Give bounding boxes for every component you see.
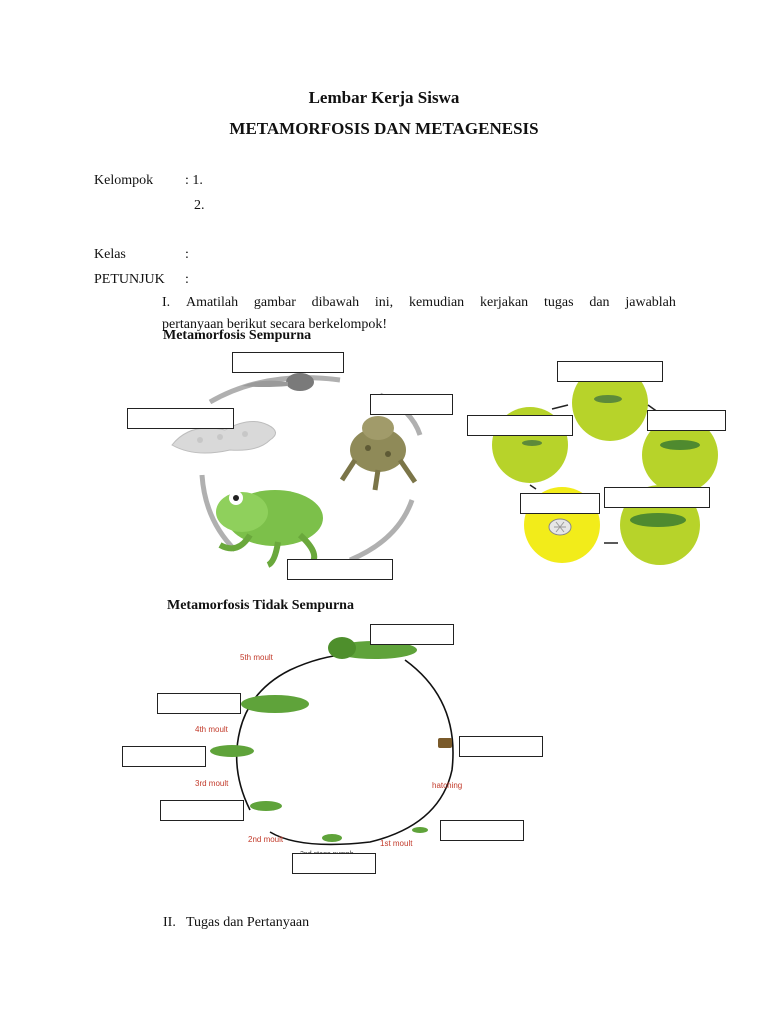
- instruction-number: I.: [162, 295, 171, 310]
- label-4th-moult: 4th moult: [195, 725, 228, 734]
- kelompok-label: Kelompok: [94, 173, 154, 188]
- nymph-label-box-egg[interactable]: [459, 736, 543, 757]
- grasshopper-stage-1: [412, 827, 428, 833]
- tasks-number: II.: [163, 915, 176, 930]
- grasshopper-stage-3: [250, 801, 282, 811]
- tasks-label: Tugas dan Pertanyaan: [186, 915, 310, 930]
- instruction-word: gambar: [253, 295, 296, 310]
- petunjuk-colon: :: [185, 272, 189, 287]
- frog-label-box-bottom[interactable]: [287, 559, 393, 580]
- nymph-label-box-4[interactable]: [122, 746, 206, 767]
- grasshopper-stage-4: [210, 745, 254, 757]
- circle-label-box-egg[interactable]: [520, 493, 600, 514]
- circle-label-box-adult[interactable]: [604, 487, 710, 508]
- instruction-word: tugas: [543, 295, 574, 310]
- frog-label-box-left[interactable]: [127, 408, 234, 429]
- instruction-line-2: pertanyaan berikut secara berkelompok!: [162, 317, 388, 332]
- instruction-word: Amatilah: [185, 295, 239, 310]
- label-1st-moult: 1st moult: [380, 839, 413, 848]
- instruction-word: dibawah: [311, 295, 360, 310]
- adult-frog-image: [216, 490, 323, 565]
- kelas-colon: :: [185, 247, 189, 262]
- instruction-word: jawablah: [625, 295, 676, 310]
- instruction-word: dan: [589, 295, 610, 310]
- circle-label-box-top[interactable]: [557, 361, 663, 382]
- frog-lifecycle-diagram: [150, 350, 470, 580]
- froglet-image: [342, 416, 415, 490]
- nymph-label-box-3[interactable]: [160, 800, 244, 821]
- cycle-arc: [270, 660, 453, 844]
- petunjuk-label: PETUNJUK: [94, 272, 165, 287]
- nymph-label-box-1[interactable]: [440, 820, 524, 841]
- kelompok-item-2: 2.: [194, 198, 205, 213]
- label-hatching: hatching: [432, 781, 463, 790]
- kelompok-item-1: : 1.: [185, 173, 203, 188]
- section-incomplete-title: Metamorfosis Tidak Sempurna: [167, 598, 354, 613]
- label-2nd-moult: 2nd moult: [248, 835, 284, 844]
- kelas-label: Kelas: [94, 247, 126, 262]
- egg-image: [549, 519, 571, 535]
- grasshopper-stage-5: [241, 695, 309, 713]
- egg-pod-image: [438, 738, 452, 748]
- instruction-word: kerjakan: [479, 295, 529, 310]
- label-3rd-moult: 3rd moult: [195, 779, 229, 788]
- frog-label-box-right[interactable]: [370, 394, 453, 415]
- worksheet-subtitle: METAMORFOSIS DAN METAGENESIS: [229, 119, 539, 138]
- grasshopper-adult: [630, 513, 686, 527]
- section-complete-title: Metamorfosis Sempurna: [163, 328, 312, 343]
- grasshopper-stage-2: [322, 834, 342, 842]
- frog-label-box-top[interactable]: [232, 352, 344, 373]
- nymph-label-box-adult[interactable]: [370, 624, 454, 645]
- label-5th-moult: 5th moult: [240, 653, 273, 662]
- instruction-word: kemudian: [408, 295, 465, 310]
- worksheet-title: Lembar Kerja Siswa: [308, 88, 460, 107]
- instruction-word: ini,: [374, 295, 394, 310]
- circle-label-box-right[interactable]: [647, 410, 726, 431]
- grasshopper-right: [660, 440, 700, 450]
- circle-label-box-left[interactable]: [467, 415, 573, 436]
- grasshopper-small-top: [594, 395, 622, 403]
- nymph-label-box-5[interactable]: [157, 693, 241, 714]
- grasshopper-small-left: [522, 440, 542, 446]
- complete-metamorphosis-circles: [490, 365, 730, 565]
- nymph-label-box-2[interactable]: [292, 853, 376, 874]
- cycle-arc-left: [237, 654, 350, 810]
- instruction-line-1: [162, 292, 676, 314]
